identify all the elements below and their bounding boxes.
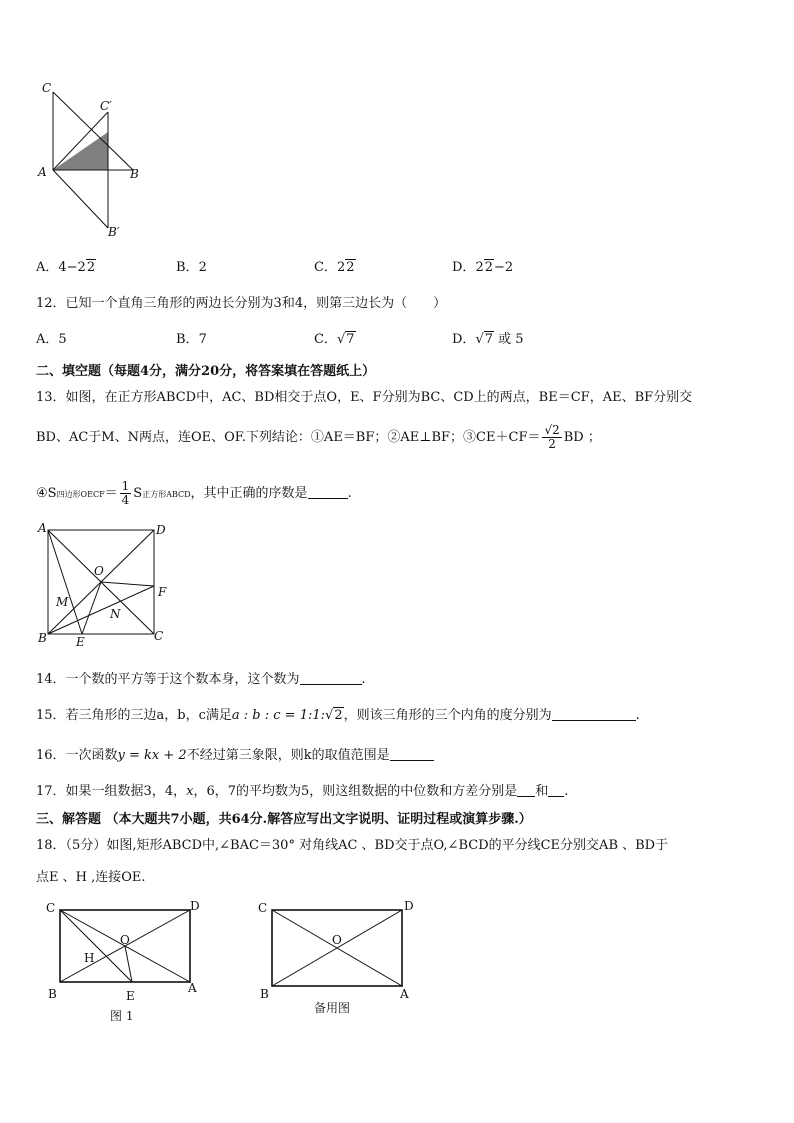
q13-line2: BD、AC于M、N两点，连OE、OF.下列结论：①AE＝BF；②AE⊥BF；③CE＋CF＝ $\frac{√2}{2}$ BD ； bbox=[36, 423, 601, 452]
q18-fig2-caption: 备用图 bbox=[314, 1001, 351, 1015]
q13-figure bbox=[34, 520, 174, 650]
q16: 16．一次函数y = kx + 2不经过第三象限，则k的取值范围是 bbox=[36, 744, 434, 763]
q11-option-b: B．2 bbox=[176, 260, 207, 275]
q18-fig2-label-b: B bbox=[260, 987, 269, 1001]
section-2-title: 二、填空题（每题4分，满分20分，将答案填在答题纸上） bbox=[36, 364, 376, 379]
q13-line1: 13．如图，在正方形ABCD中，AC、BD相交于点O，E、F分别为BC、CD上的两点，BE＝CF，AE、BF分别交 bbox=[36, 390, 693, 405]
q13-label-d: D bbox=[156, 523, 166, 537]
q18-fig2-label-c: C bbox=[258, 901, 268, 915]
q18-fig1-label-e: E bbox=[126, 989, 135, 1003]
q13-label-f: F bbox=[158, 585, 167, 599]
q11-label-c: C bbox=[42, 81, 52, 95]
q18-fig2-label-o: O bbox=[332, 933, 342, 947]
q11-label-cp: C′ bbox=[100, 99, 112, 113]
q18-line2: 点E 、H ,连接OE. bbox=[36, 870, 146, 885]
q17-blank-2 bbox=[548, 783, 564, 797]
q13-label-b: B bbox=[38, 631, 47, 645]
q16-answer-blank bbox=[390, 747, 434, 761]
q18-fig1-label-o: O bbox=[120, 933, 130, 947]
q18-line1: 18．（5分）如图,矩形ABCD中,∠BAC＝30° 对角线AC 、BD交于点O,∠BCD的平分线CE分别交AB 、BD于 bbox=[36, 838, 669, 853]
q12-stem: 12．已知一个直角三角形的两边长分别为3和4，则第三边长为（ ） bbox=[36, 296, 447, 311]
q18-fig1-label-d: D bbox=[190, 899, 200, 913]
q13-line3: ④S四边形OECF＝ $\frac{1}{4}$ S正方形ABCD，其中正确的序数是 . bbox=[36, 479, 352, 508]
q15: 15．若三角形的三边a，b，c满足a : b : c = 1:1:√2，则该三角形的三个内角的度分别为 . bbox=[36, 708, 640, 723]
q14-answer-blank bbox=[300, 671, 362, 685]
q18-fig1-label-b: B bbox=[48, 987, 57, 1001]
q18-fig1-caption: 图 1 bbox=[110, 1009, 134, 1023]
q11-label-a: A bbox=[38, 165, 47, 179]
q11-option-d: D．22−2 bbox=[452, 260, 514, 275]
q17: 17．如果一组数据3，4，x，6，7的平均数为5，则这组数据的中位数和方差分别是 和 . bbox=[36, 784, 569, 799]
q13-answer-blank bbox=[308, 485, 348, 499]
section-3-title: 三、解答题 （本大题共7小题，共64分.解答应写出文字说明、证明过程或演算步骤.） bbox=[36, 812, 532, 827]
q18-figure-1 bbox=[40, 894, 210, 1030]
q11-figure bbox=[36, 80, 146, 240]
q11-label-bp: B′ bbox=[108, 225, 120, 239]
q11-option-c: C．22 bbox=[314, 260, 355, 275]
q13-label-c: C bbox=[154, 629, 164, 643]
q13-label-o: O bbox=[94, 564, 104, 578]
q18-fig1-label-h: H bbox=[84, 951, 95, 965]
q12-option-c: C．√7 bbox=[314, 332, 355, 347]
q18-fig1-label-c: C bbox=[46, 901, 56, 915]
q17-blank-1 bbox=[517, 783, 535, 797]
q11-option-a: A．4−22 bbox=[36, 260, 96, 275]
q13-label-a: A bbox=[38, 521, 47, 535]
q18-fig1-label-a: A bbox=[188, 981, 197, 995]
q12-option-a: A．5 bbox=[36, 332, 67, 347]
q13-label-e: E bbox=[76, 635, 85, 649]
q18-fig2-label-a: A bbox=[400, 987, 409, 1001]
q18-fig2-label-d: D bbox=[404, 899, 414, 913]
q15-answer-blank bbox=[552, 707, 636, 721]
q14: 14．一个数的平方等于这个数本身，这个数为 . bbox=[36, 672, 366, 687]
q18-figure-2 bbox=[252, 894, 422, 1022]
q13-label-n: N bbox=[110, 607, 121, 621]
q12-option-b: B．7 bbox=[176, 332, 207, 347]
q11-label-b: B bbox=[130, 167, 139, 181]
q13-label-m: M bbox=[56, 595, 69, 609]
q12-option-d: D．√7 或 5 bbox=[452, 332, 524, 347]
